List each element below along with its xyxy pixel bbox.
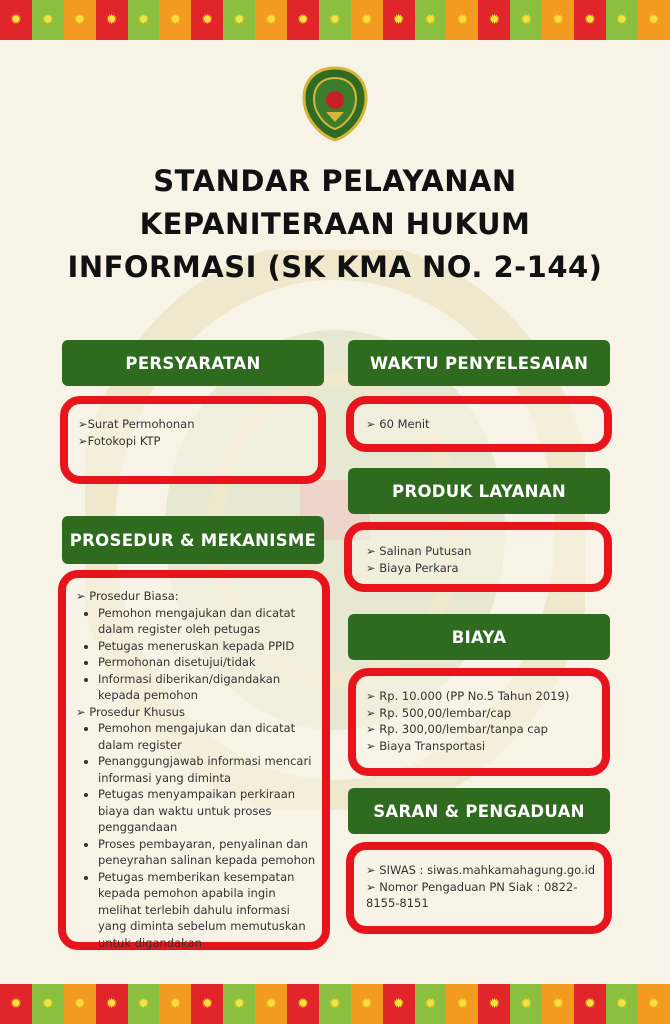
list-item: • Proses pembayaran, penyalinan dan peneyrahan salinan kepada pemohon	[98, 836, 316, 869]
prosedur-khusus-list	[76, 720, 316, 951]
border-tile: ✹	[510, 0, 542, 40]
border-tile: ✹	[223, 0, 255, 40]
siwas-line: ➢ SIWAS : siwas.mahkamahagung.go.id	[366, 863, 596, 877]
biaya-item: ➢ Rp. 300,00/lembar/tanpa cap	[366, 722, 548, 736]
produk-item: ➢ Salinan Putusan	[366, 544, 472, 558]
waktu-penyelesaian-header: WAKTU PENYELESAIAN	[348, 340, 610, 386]
border-tile: ✹	[287, 0, 319, 40]
pengaduan-phone-line: ➢ Nomor Pengaduan PN Siak : 0822-	[366, 879, 578, 894]
list-item: • Petugas menyampaikan perkiraan biaya dan waktu untuk proses penggandaan	[98, 786, 316, 836]
produk-content	[366, 543, 471, 576]
persyaratan-content	[78, 416, 194, 449]
prosedur-biasa-list	[76, 605, 316, 704]
border-tile: ✹	[510, 984, 542, 1024]
border-tile: ✹	[574, 0, 606, 40]
border-tile: ✹	[128, 0, 160, 40]
list-item: • Petugas meneruskan kepada PPID	[98, 638, 316, 655]
title-line-3: INFORMASI (SK KMA NO. 2-144)	[67, 250, 603, 284]
list-item: • Permohonan disetujui/tidak	[98, 654, 316, 671]
list-item: • Informasi diberikan/digandakan kepada pemohon	[98, 671, 316, 704]
border-tile: ✹	[606, 984, 638, 1024]
border-tile: ✹	[287, 984, 319, 1024]
list-item: • Penanggungjawab informasi mencari informasi yang diminta	[98, 753, 316, 786]
title-line-1: STANDAR PELAYANAN	[153, 164, 517, 198]
border-tile: ✹	[223, 984, 255, 1024]
border-tile: ✹	[351, 984, 383, 1024]
border-tile: ✹	[32, 0, 64, 40]
border-tile: ✹	[64, 0, 96, 40]
border-tile: ✹	[191, 984, 223, 1024]
border-tile: ✹	[638, 0, 670, 40]
border-tile: ✹	[255, 0, 287, 40]
border-tile: ✹	[32, 984, 64, 1024]
saran-content	[366, 862, 595, 912]
page-title	[40, 160, 630, 289]
prosedur-biasa-label: ➢ Prosedur Biasa:	[76, 589, 179, 603]
border-tile: ✹	[191, 0, 223, 40]
prosedur-header: PROSEDUR & MEKANISME	[62, 516, 324, 564]
court-emblem-icon	[302, 66, 368, 142]
border-tile: ✹	[0, 0, 32, 40]
waktu-item: ➢ 60 Menit	[366, 417, 430, 431]
border-tile: ✹	[319, 984, 351, 1024]
prosedur-khusus-label: ➢ Prosedur Khusus	[76, 704, 185, 719]
border-tile: ✹	[606, 0, 638, 40]
saran-pengaduan-header: SARAN & PENGADUAN	[348, 788, 610, 834]
produk-layanan-header: PRODUK LAYANAN	[348, 468, 610, 514]
produk-item: ➢ Biaya Perkara	[366, 560, 459, 575]
list-item: • Pemohon mengajukan dan dicatat dalam register oleh petugas	[98, 605, 316, 638]
biaya-item: ➢ Rp. 10.000 (PP No.5 Tahun 2019)	[366, 689, 570, 703]
biaya-item: ➢ Rp. 500,00/lembar/cap	[366, 705, 512, 720]
border-tile: ✹	[446, 984, 478, 1024]
border-tile: ✹	[319, 0, 351, 40]
border-tile: ✹	[96, 0, 128, 40]
persyaratan-item: ➢Surat Permohonan	[78, 417, 195, 431]
border-tile: ✹	[383, 0, 415, 40]
border-tile: ✹	[64, 984, 96, 1024]
biaya-content	[366, 688, 569, 754]
border-tile: ✹	[128, 984, 160, 1024]
border-tile: ✹	[478, 984, 510, 1024]
border-tile: ✹	[478, 0, 510, 40]
biaya-header: BIAYA	[348, 614, 610, 660]
prosedur-content	[76, 588, 316, 951]
border-tile: ✹	[415, 984, 447, 1024]
border-tile: ✹	[159, 984, 191, 1024]
border-tile: ✹	[638, 984, 670, 1024]
pengaduan-phone-line-cont: 8155-8151	[366, 896, 429, 910]
border-tile: ✹	[415, 0, 447, 40]
border-tile: ✹	[159, 0, 191, 40]
border-tile: ✹	[574, 984, 606, 1024]
border-tile: ✹	[96, 984, 128, 1024]
border-tile: ✹	[351, 0, 383, 40]
title-line-2: KEPANITERAAN HUKUM	[139, 207, 531, 241]
border-tile: ✹	[446, 0, 478, 40]
persyaratan-header: PERSYARATAN	[62, 340, 324, 386]
top-decorative-border	[0, 0, 670, 40]
border-tile: ✹	[542, 0, 574, 40]
border-tile: ✹	[383, 984, 415, 1024]
persyaratan-item: ➢Fotokopi KTP	[78, 433, 161, 448]
bottom-decorative-border	[0, 984, 670, 1024]
border-tile: ✹	[255, 984, 287, 1024]
border-tile: ✹	[542, 984, 574, 1024]
biaya-item: ➢ Biaya Transportasi	[366, 738, 486, 753]
list-item: • Pemohon mengajukan dan dicatat dalam register	[98, 720, 316, 753]
waktu-content	[366, 416, 430, 433]
list-item: • Petugas memberikan kesempatan kepada pemohon apabila ingin melihat terlebih dahulu informasi yang diminta sebelum memutuskan untuk digandakan	[98, 869, 316, 952]
border-tile: ✹	[0, 984, 32, 1024]
